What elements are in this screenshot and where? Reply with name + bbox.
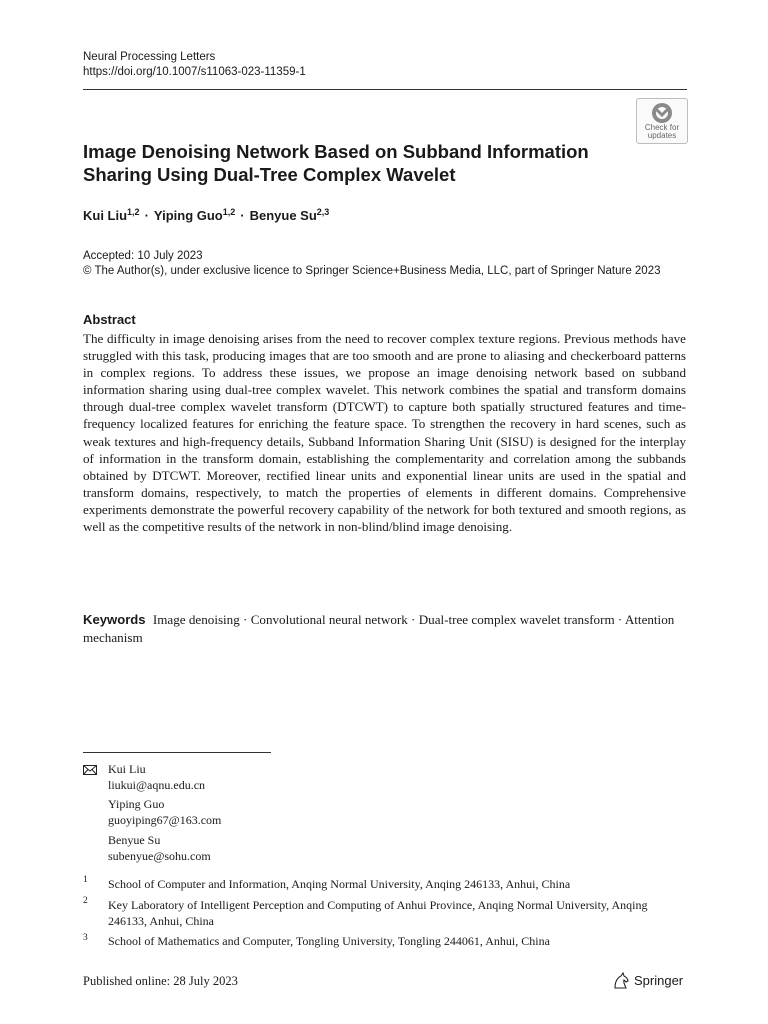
check-for-updates-badge[interactable]	[636, 98, 688, 144]
journal-name: Neural Processing Letters	[83, 51, 216, 63]
paper-title	[83, 140, 643, 186]
envelope-icon	[83, 765, 97, 775]
contact-name: Benyue Su	[108, 833, 161, 847]
accepted-date: Accepted: 10 July 2023	[83, 250, 203, 262]
title-line-1: Image Denoising Network Based on Subband Information	[83, 141, 589, 162]
keywords-heading: Keywords	[83, 612, 146, 627]
springer-logo	[612, 972, 684, 995]
header-rule	[83, 89, 687, 90]
check-for-updates-label: Check for updates	[644, 123, 680, 140]
affiliation-text: Key Laboratory of Intelligent Perception and Computing of Anhui Province, Anqing Normal University, Anqing 246133, Anhui, China	[108, 898, 648, 928]
author-affiliation-marker: 2,3	[316, 207, 330, 217]
title-line-2: Sharing Using Dual-Tree Complex Wavelet	[83, 164, 456, 185]
author-separator: ·	[240, 208, 245, 223]
keywords-section	[83, 611, 686, 647]
check-for-updates-icon	[650, 102, 674, 124]
contact-email[interactable]: liukui@aqnu.edu.cn	[108, 777, 206, 792]
contact-name: Yiping Guo	[108, 797, 165, 811]
author-list	[83, 207, 329, 225]
springer-horse-icon	[612, 972, 630, 990]
author-affiliation-marker: 1,2	[222, 207, 236, 217]
author-separator: ·	[144, 208, 149, 223]
abstract-text: The difficulty in image denoising arises from the need to recover complex texture regions. Previous methods have struggled with this task, producing images that are too smooth and are prone to aliasing and checkerboard patterns in complex regions. To address these issues, we propose an image denoising network based on subband information sharing using dual-tree complex wavelet. This network combines the spatial and transform domains through dual-tree complex wavelet transform (DTCWT) to capture both spatially structured features and time-frequency localized features for enriching the feature space. To strengthen the recovery in hard scenes, such as weak textures and high-frequency details, Subband Information Sharing Unit (SISU) is designed for the interplay of information in the transform domain, establishing the complementarity and correlation among the subbands obtained by DTCWT. Moreover, rectified linear units and exponential linear units are used in the spatial and transform domains, respectively, to match the properties of elements in different domains. Comprehensive experiments demonstrate the powerful recovery capability of the network for both textured and smooth regions, as well as the competitive results of the network in non-blind/blind image denoising.	[83, 331, 686, 535]
license-notice: © The Author(s), under exclusive licence to Springer Science+Business Media, LLC, part of Springer Nature 2023	[83, 265, 661, 277]
contact-entry	[108, 797, 221, 828]
published-date: Published online: 28 July 2023	[83, 974, 238, 988]
author-name[interactable]: Yiping Guo	[153, 208, 223, 223]
abstract-heading: Abstract	[83, 312, 136, 327]
contact-email[interactable]: subenyue@sohu.com	[108, 848, 211, 863]
affiliation-number: 1	[83, 875, 88, 885]
contact-entry	[108, 833, 211, 864]
doi-link[interactable]: https://doi.org/10.1007/s11063-023-11359-1	[83, 66, 306, 78]
publisher-name: Springer	[634, 973, 684, 988]
affiliation-number: 2	[83, 896, 88, 906]
affiliation-number: 3	[83, 933, 88, 943]
keywords-text: Image denoising · Convolutional neural network · Dual-tree complex wavelet transform · Attention mechanism	[83, 612, 675, 645]
footnote-rule	[83, 752, 271, 753]
author-affiliation-marker: 1,2	[127, 207, 140, 217]
affiliation-text: School of Computer and Information, Anqing Normal University, Anqing 246133, Anhui, China	[108, 877, 571, 891]
contact-entry	[108, 762, 205, 793]
contact-email[interactable]: guoyiping67@163.com	[108, 812, 222, 827]
author-name[interactable]: Kui Liu	[83, 208, 128, 223]
contact-name: Kui Liu	[108, 762, 146, 776]
journal-header	[83, 50, 306, 80]
affiliation-text: School of Mathematics and Computer, Tongling University, Tongling 244061, Anhui, China	[108, 934, 550, 948]
author-name[interactable]: Benyue Su	[249, 208, 317, 223]
